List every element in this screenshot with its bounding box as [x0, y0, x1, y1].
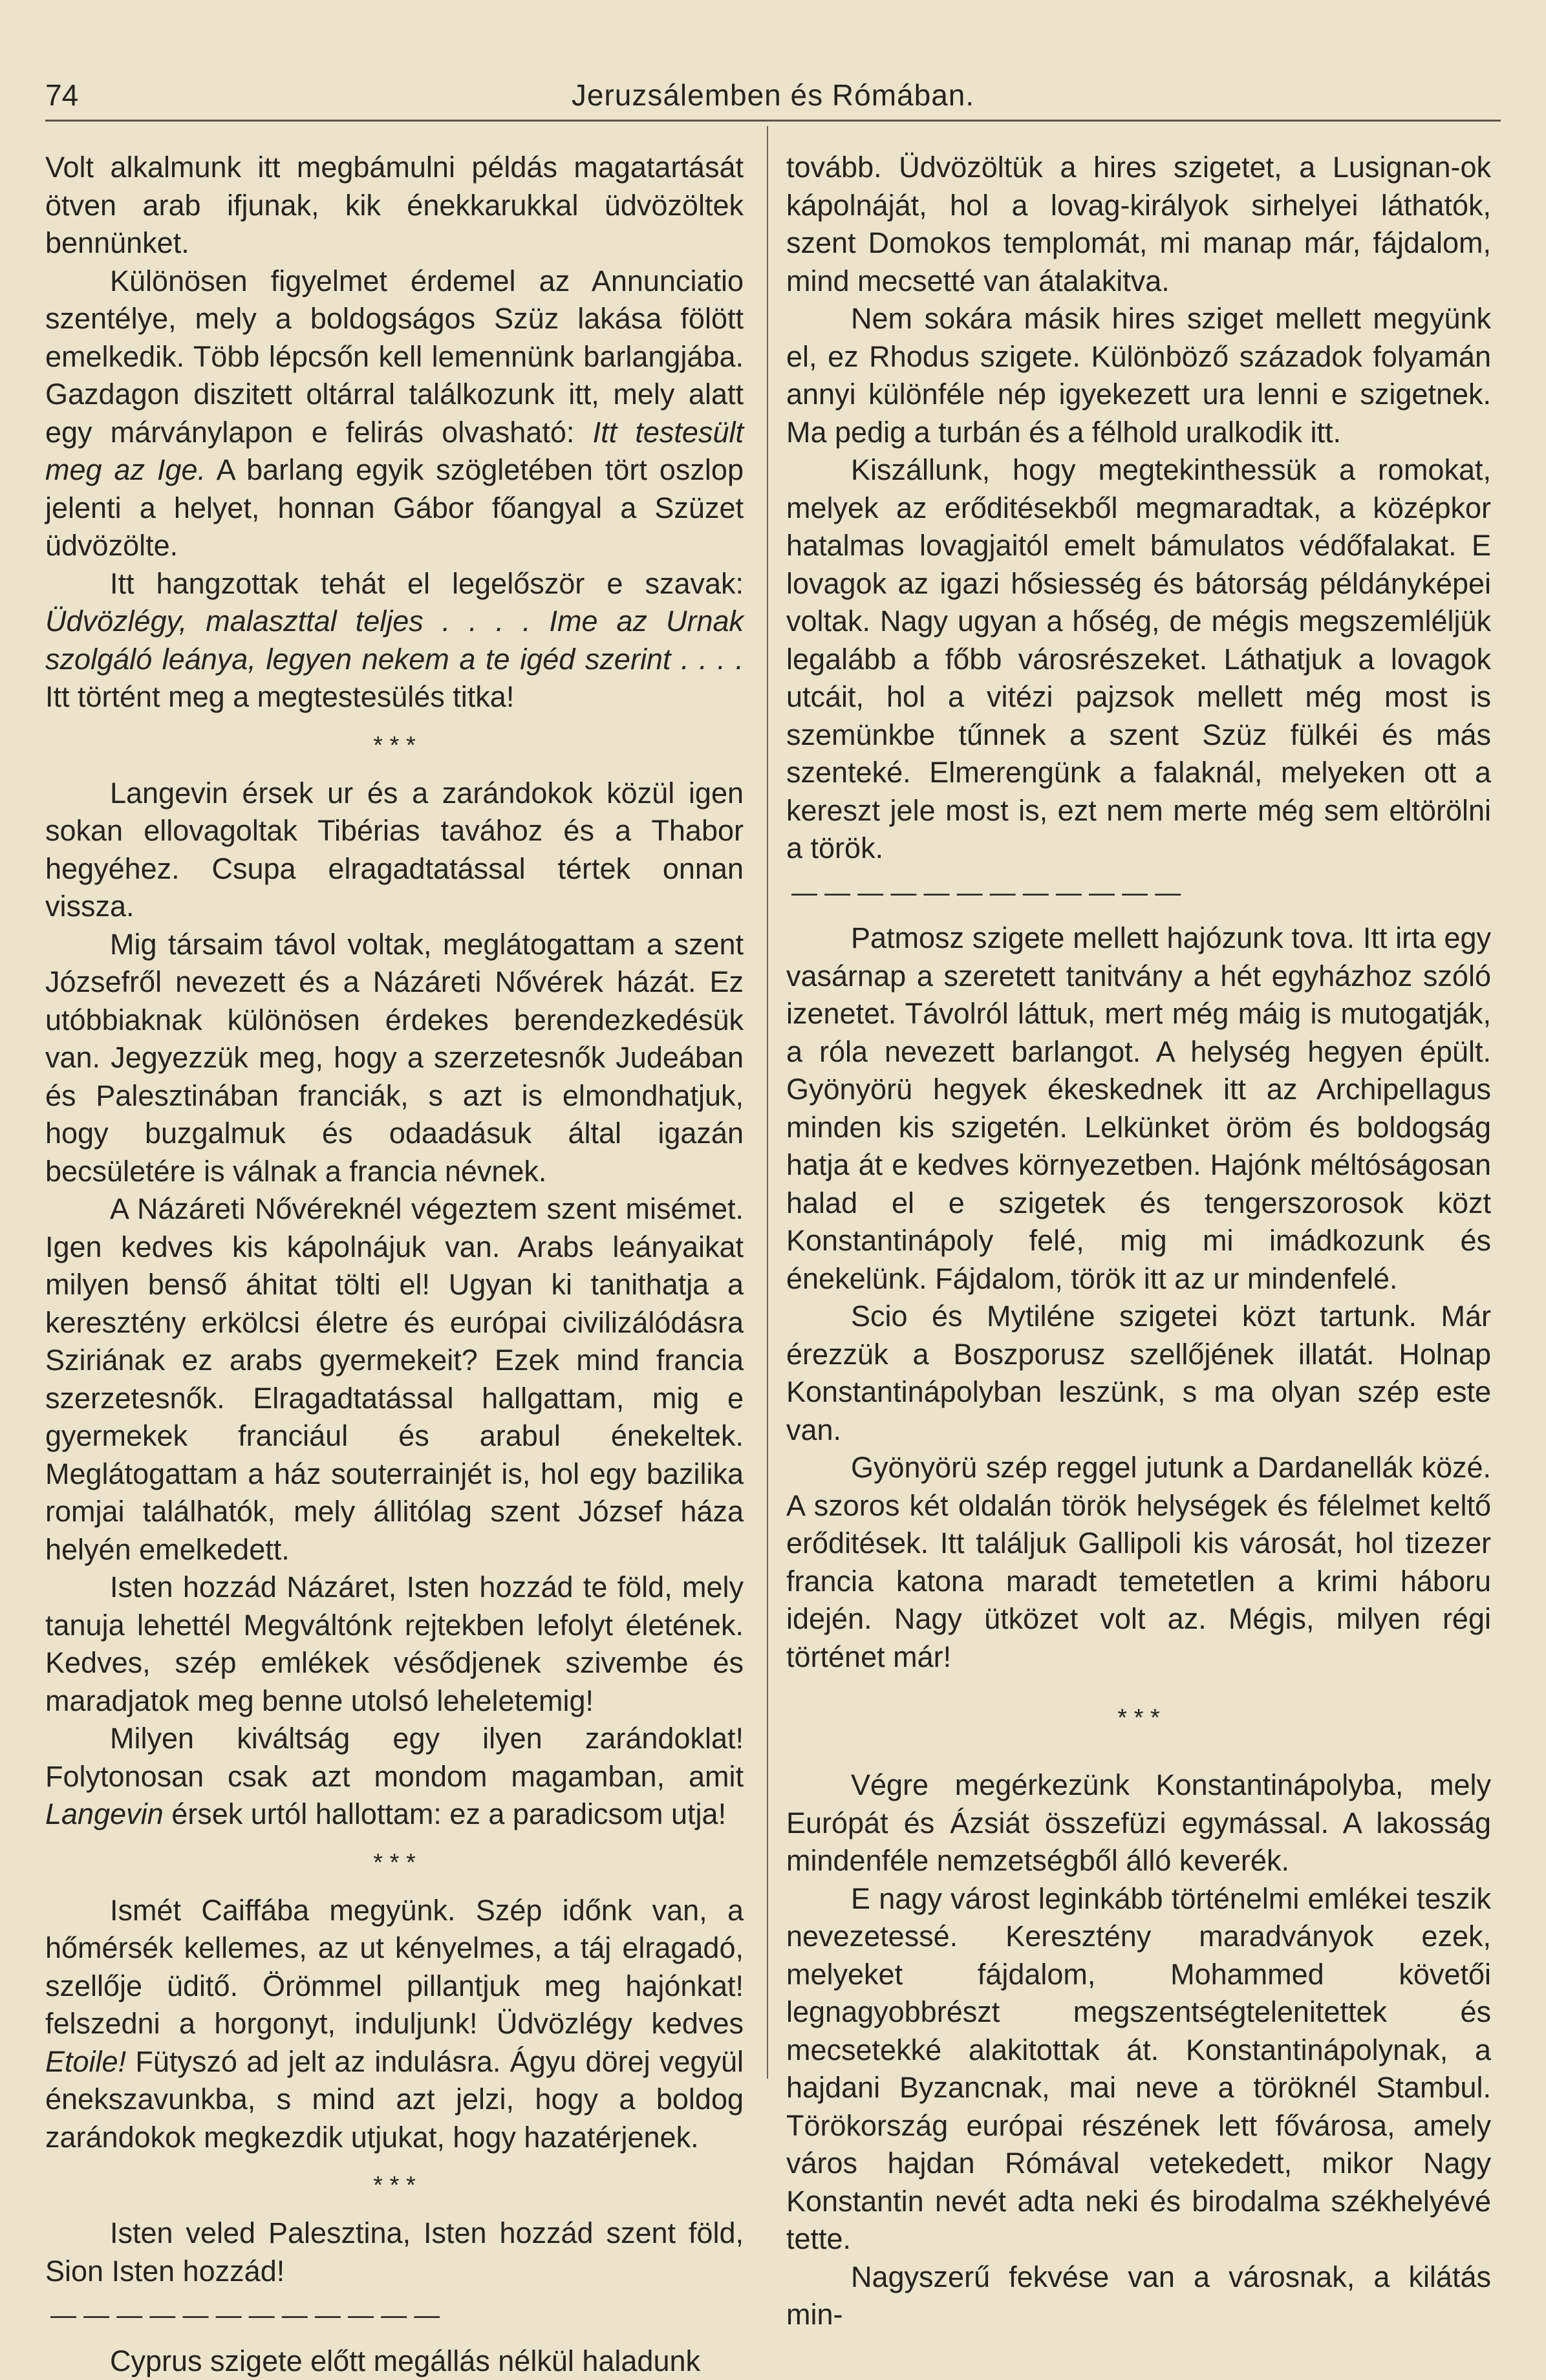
section-break-stars: * * * — [45, 716, 744, 775]
italic-text: Langevin — [45, 1797, 164, 1830]
paragraph: Scio és Mytiléne szigetei közt tartunk. Már érezzük a Boszporusz szellőjének illatát. Holnap Konstantinápolyban leszünk, s ma olyan szép este van. — [786, 1298, 1491, 1449]
section-break-stars: * * * — [45, 1834, 744, 1892]
text: Itt történt meg a megtestesülés titka! — [45, 680, 514, 713]
page-number: 74 — [45, 78, 78, 113]
section-break-stars: * * * — [786, 1676, 1491, 1766]
dash-separator: — — — — — — — — — — — — — [786, 868, 1491, 920]
text: A barlang egyik szögletében tört oszlop jelenti a helyet, honnan Gábor főangyal a Szüzet üdvözölte. — [45, 453, 744, 562]
header-rule — [45, 120, 1501, 122]
paragraph — [45, 565, 744, 716]
paragraph: tovább. Üdvözöltük a hires szigetet, a Lusignan-ok kápolnáját, hol a lovag-királyok sirhelyei láthatók, szent Domokos templomát, mi manap már, fájdalom, mind mecsetté van átalakitva. — [786, 149, 1491, 300]
paragraph: Isten veled Palesztina, Isten hozzád szent föld, Sion Isten hozzád! — [45, 2214, 744, 2290]
paragraph: Cyprus szigete előtt megállás nélkül haladunk — [45, 2342, 744, 2380]
italic-text: Üdvözlégy, malaszttal teljes . . . . Ime az Urnak szolgáló leánya, legyen nekem a te igéd szerint . . . . — [45, 605, 744, 676]
paragraph: E nagy várost leginkább történelmi emlékei teszik nevezetessé. Keresztény maradványok ezek, melyeket fájdalom, Mohammed követői legnagyobbrészt megszentségtelenitettek és mecsetekké alakitottak át. Konstantinápolynak, a hajdani Byzancnak, mai neve a töröknél Stambul. Törökország európai részének lett fővárosa, amely város hajdan Rómával vetekedett, mikor Nagy Konstantin nevét adta neki és birodalma székhelyévé tette. — [786, 1880, 1491, 2258]
italic-text: Itt testesült meg az Ige. — [45, 416, 744, 487]
text: Ismét Caiffába megyünk. Szép időnk van, a hőmérsék kellemes, az ut kényelmes, a táj elragadó, szellője üditő. Örömmel pillantjuk meg hajónkat! felszedni a horgonyt, induljunk! Üdvözlégy kedves — [45, 1894, 744, 2041]
paragraph: Langevin érsek ur és a zarándokok közül igen sokan ellovagoltak Tibérias tavához és a Thabor hegyéhez. Csupa elragadtatással tértek onnan vissza. — [45, 775, 744, 926]
text: Itt hangzottak tehát el legelőször e szavak: — [110, 567, 744, 600]
column-divider — [767, 126, 768, 2079]
paragraph — [45, 263, 744, 565]
italic-text: Etoile! — [45, 2045, 126, 2078]
text: Fütyszó ad jelt az indulásra. Ágyu dörej vegyül énekszavunkba, s mind azt jelzi, hogy a boldog zarándokok megkezdik utjukat, hogy hazatérjenek. — [45, 2045, 744, 2154]
paragraph: Végre megérkezünk Konstantinápolyba, mely Európát és Ázsiát összefüzi egymással. A lakosság mindenféle nemzetségből álló keverék. — [786, 1766, 1491, 1880]
section-break-stars: * * * — [45, 2156, 744, 2214]
paragraph: Volt alkalmunk itt megbámulni példás magatartását ötven arab ifjunak, kik énekkarukkal üdvözöltek bennünket. — [45, 149, 744, 263]
left-column — [45, 149, 744, 2380]
text: Milyen kiváltság egy ilyen zarándoklat! Folytonosan csak azt mondom magamban, amit — [45, 1722, 744, 1793]
dash-separator: — — — — — — — — — — — — — [45, 2290, 744, 2342]
running-title: Jeruzsálemben és Rómában. — [0, 78, 1546, 113]
right-column — [786, 149, 1491, 2334]
paragraph: Isten hozzád Názáret, Isten hozzád te föld, mely tanuja lehettél Megváltónk rejtekben lefolyt életének. Kedves, szép emlékek vésődjenek szivembe és maradjatok meg benne utolsó leheletemig! — [45, 1569, 744, 1720]
text: Különösen figyelmet érdemel az Annunciatio szentélye, mely a boldogságos Szüz lakása fölött emelkedik. Több lépcsőn kell lemennünk barlangjába. Gazdagon diszitett oltárral találkozunk itt, mely alatt egy márványlapon e felirás olvasható: — [45, 264, 744, 449]
paragraph: Patmosz szigete mellett hajózunk tova. Itt irta egy vasárnap a szeretett tanitvány a hét egyházhoz szóló izenetet. Távolról láttuk, mert még máig is mutogatják, a róla nevezett barlangot. A helység hegyen épült. Gyönyörü hegyek ékeskednek itt az Archipellagus minden kis szigetén. Lelkünket öröm és boldogság hatja át e kedves környezetben. Hajónk méltóságosan halad el e szigetek és tengerszorosok közt Konstantinápoly felé, mig mi imádkozunk és énekelünk. Fájdalom, török itt az ur mindenfelé. — [786, 919, 1491, 1298]
paragraph: Nagyszerű fekvése van a városnak, a kilátás min- — [786, 2258, 1491, 2334]
paragraph: Gyönyörü szép reggel jutunk a Dardanellák közé. A szoros két oldalán török helységek és félelmet keltő erőditések. Itt találjuk Gallipoli kis városát, hol tizezer francia katona maradt temetetlen a krimi háboru idején. Nagy ütközet volt az. Mégis, milyen régi történet már! — [786, 1449, 1491, 1676]
paragraph: Nem sokára másik hires sziget mellett megyünk el, ez Rhodus szigete. Különböző századok folyamán annyi különféle nép igyekezett ura lenni e szigetnek. Ma pedig a turbán és a félhold uralkodik itt. — [786, 300, 1491, 451]
paragraph — [45, 1720, 744, 1834]
text: érsek urtól hallottam: ez a paradicsom utja! — [171, 1797, 726, 1830]
paragraph — [45, 1892, 744, 2157]
paragraph: A Názáreti Nővéreknél végeztem szent misémet. Igen kedves kis kápolnájuk van. Arabs leányaikat milyen benső áhitat tölti el! Ugyan ki tanithatja a keresztény erkölcsi életre és európai civilizálódásra Sziriának ez arabs gyermekeit? Ezek mind francia szerzetesnők. Elragadtatással hallgattam, mig e gyermekek franciául és arabul énekeltek. Meglátogattam a ház souterrainjét is, hol egy bazilika romjai találhatók, mely állitólag szent József háza helyén emelkedett. — [45, 1190, 744, 1569]
paragraph: Mig társaim távol voltak, meglátogattam a szent Józsefről nevezett és a Názáreti Nővérek házát. Ez utóbbiaknak különösen érdekes berendezkedésük van. Jegyezzük meg, hogy a szerzetesnők Judeában és Palesztinában franciák, s azt is elmondhatjuk, hogy buzgalmuk és odaadásuk által igazán becsületére is válnak a francia névnek. — [45, 926, 744, 1191]
paragraph: Kiszállunk, hogy megtekinthessük a romokat, melyek az erőditésekből megmaradtak, a középkor hatalmas lovagjaitól emelt bámulatos védőfalakat. E lovagok az igazi hősiesség és bátorság példányképei voltak. Nagy ugyan a hőség, de mégis megszemléljük legalább a főbb városrészeket. Láthatjuk a lovagok utcáit, hol a vitézi pajzsok mellett még most is szemünkbe tűnnek a szent Szüz fülkéi és más szenteké. Elmerengünk a falaknál, melyeken ott a kereszt jele most is, ezt nem merte még sem eltörölni a török. — [786, 451, 1491, 868]
page-header — [0, 71, 1546, 123]
